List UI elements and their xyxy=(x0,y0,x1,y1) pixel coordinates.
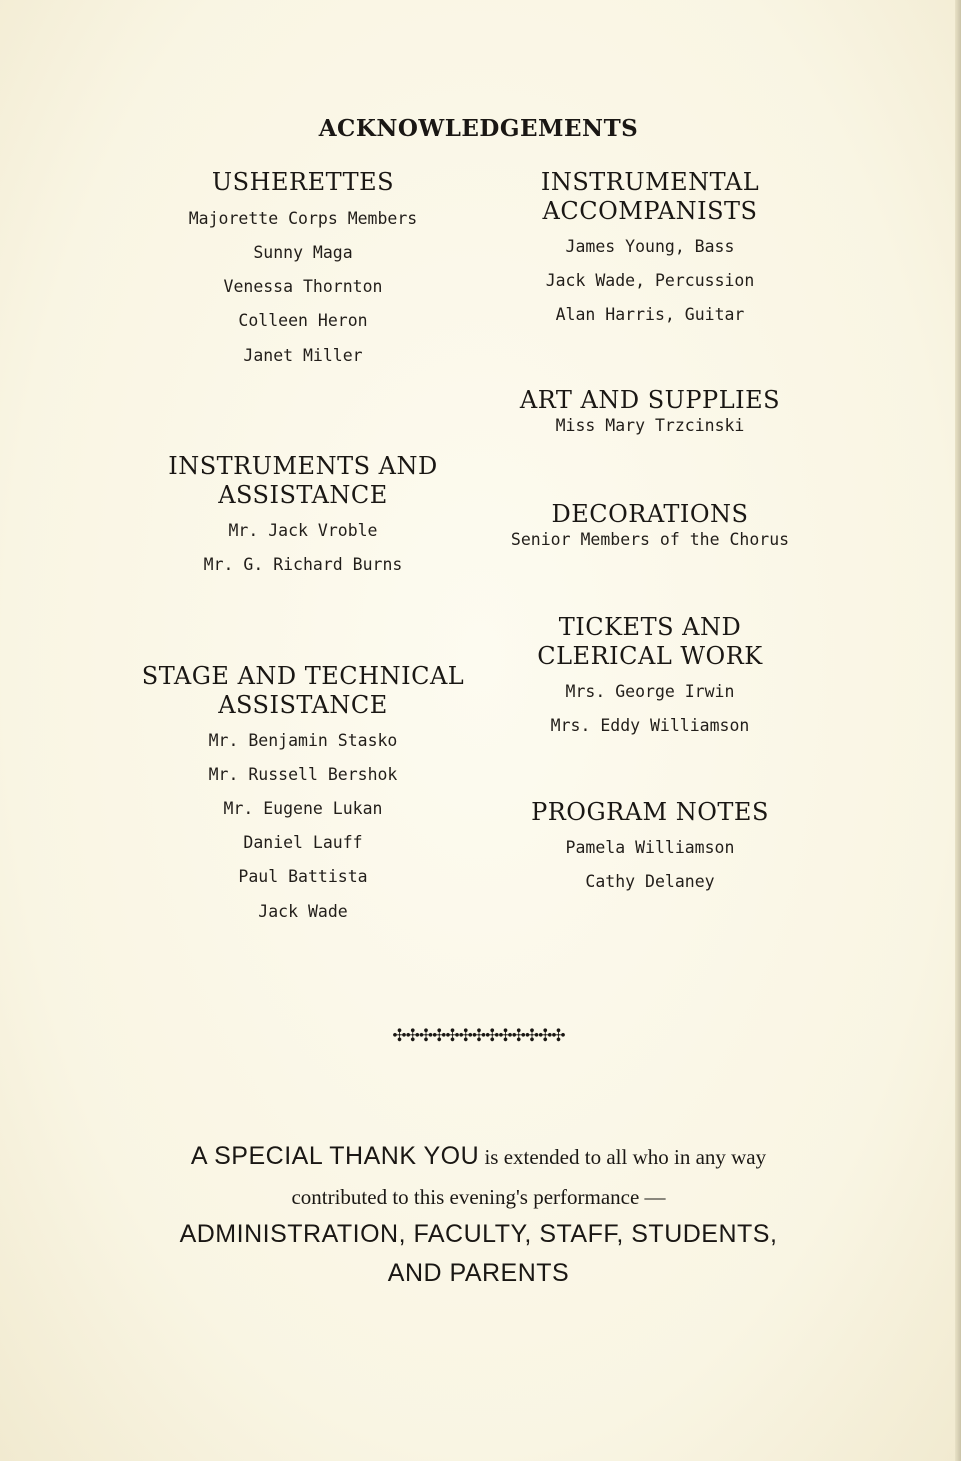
section-tickets xyxy=(490,613,810,736)
section-heading: USHERETTES xyxy=(211,168,395,196)
credit-name: Majorette Corps Members xyxy=(188,209,418,228)
credit-name: Mrs. Eddy Williamson xyxy=(550,716,750,735)
thank-you-groups: AND PARENTS xyxy=(387,1259,570,1287)
section-usherettes xyxy=(120,168,486,366)
section-heading: INSTRUMENTS AND xyxy=(168,452,438,480)
section-heading: DECORATIONS xyxy=(551,500,749,528)
thank-you-text: contributed to this evening's performance — xyxy=(291,1185,666,1209)
credit-name: Mr. G. Richard Burns xyxy=(203,555,403,574)
credit-name: Mr. Eugene Lukan xyxy=(223,799,383,818)
section-art-supplies xyxy=(490,386,810,436)
thank-you-caps: A SPECIAL THANK YOU xyxy=(190,1142,480,1170)
ornament-divider: ✣✣✣✣✣✣✣✣✣✣✣✣✣ xyxy=(392,1026,565,1046)
section-heading: ASSISTANCE xyxy=(218,481,388,509)
section-heading: PROGRAM NOTES xyxy=(531,798,769,826)
credit-name: Miss Mary Trzcinski xyxy=(555,416,745,435)
credit-name: Mr. Jack Vroble xyxy=(228,521,378,540)
section-heading: CLERICAL WORK xyxy=(537,642,763,670)
thank-you-line-3 xyxy=(0,1220,957,1249)
section-heading: ACCOMPANISTS xyxy=(542,197,758,225)
credit-name: Pamela Williamson xyxy=(565,838,735,857)
credit-name: Sunny Maga xyxy=(253,243,353,262)
thank-you-line-4 xyxy=(0,1259,957,1288)
section-accompanists xyxy=(490,168,810,325)
section-decorations xyxy=(490,500,810,550)
credit-name: Alan Harris, Guitar xyxy=(555,305,745,324)
page-title: ACKNOWLEDGEMENTS xyxy=(318,115,639,142)
credit-name: Colleen Heron xyxy=(238,311,368,330)
credit-name: James Young, Bass xyxy=(565,237,735,256)
credit-name: Mr. Russell Bershok xyxy=(208,765,398,784)
credit-name: Mr. Benjamin Stasko xyxy=(208,731,398,750)
credit-name: Jack Wade xyxy=(258,902,348,921)
credit-name: Jack Wade, Percussion xyxy=(545,271,755,290)
section-heading: TICKETS AND xyxy=(558,613,742,641)
thank-you-line-1 xyxy=(0,1142,957,1171)
section-heading: INSTRUMENTAL xyxy=(540,168,760,196)
thank-you-line-2 xyxy=(0,1185,957,1210)
thank-you-groups: ADMINISTRATION, FACULTY, STAFF, STUDENTS, xyxy=(179,1220,778,1248)
credit-name: Daniel Lauff xyxy=(243,833,363,852)
credit-name: Janet Miller xyxy=(243,346,363,365)
credit-name: Cathy Delaney xyxy=(585,872,715,891)
section-heading: STAGE AND TECHNICAL xyxy=(141,662,465,690)
credit-name: Senior Members of the Chorus xyxy=(510,530,790,549)
credit-name: Mrs. George Irwin xyxy=(565,682,735,701)
section-heading: ART AND SUPPLIES xyxy=(519,386,781,414)
section-stage xyxy=(120,662,486,922)
thank-you-rest: is extended to all who in any way xyxy=(479,1145,767,1169)
credit-name: Venessa Thornton xyxy=(223,277,383,296)
section-heading: ASSISTANCE xyxy=(218,691,388,719)
credit-name: Paul Battista xyxy=(238,867,368,886)
section-program-notes xyxy=(490,798,810,892)
section-instruments xyxy=(120,452,486,575)
